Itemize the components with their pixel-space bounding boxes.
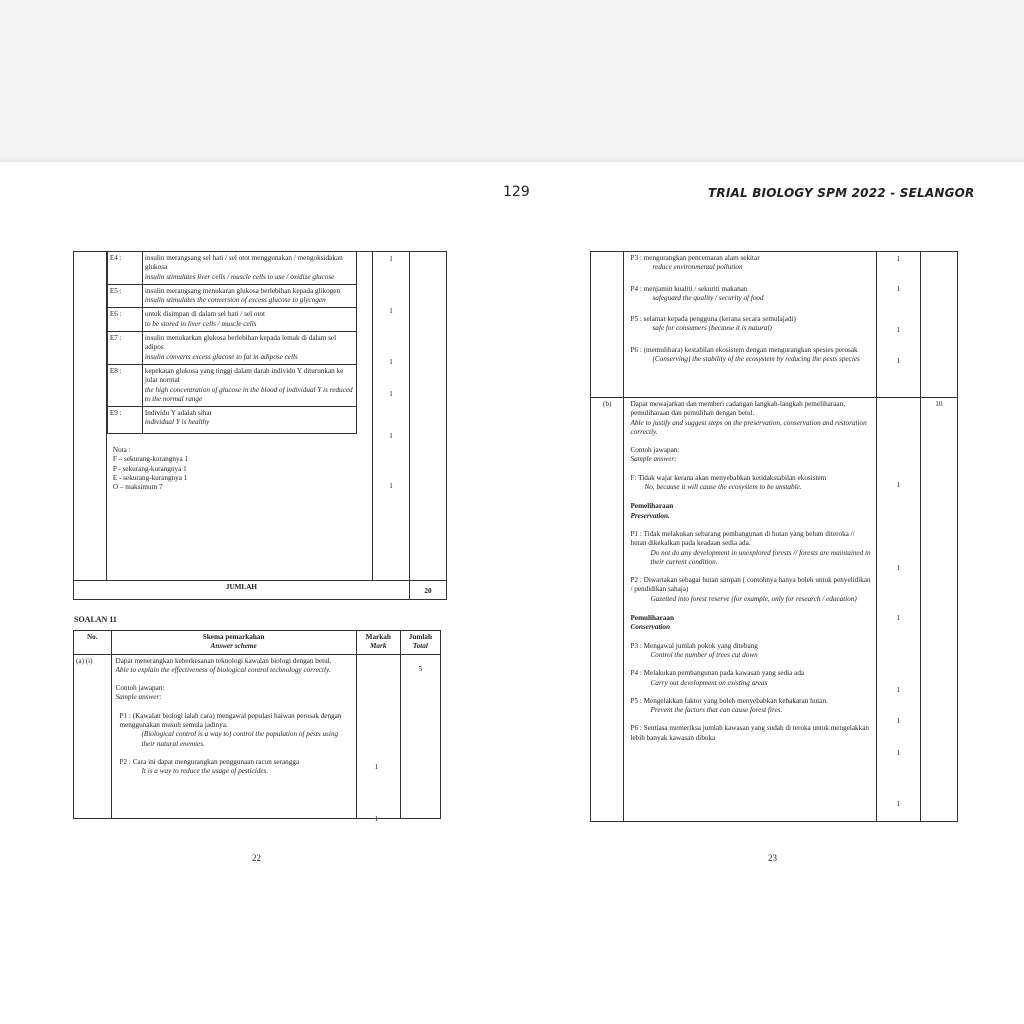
b-answer-cell: Dapat mewajarkan dan memberi cadangan langkah-langkah pemeliharaan, pemuliharaan dan pemulihan dengan betul. Able to justify and suggest steps on the preservation, conservation and restoration correctly. Contoh jawapan: Sample answer: F: Tidak wajar kerana akan menyebabkan ketidakstabilan ekosistem No, because it will cause the ecosystem to be unstable. Pemeliharaan Preservation. P1 : Tidak melakukan sebarang pembangunan di hutan yang belum diteroka // hutan dikekalkan pada keadaan sedia ada. Do not do any development in unexplored forests // forests are maintained in their current condition. P2 : Diwartakan sebagai hutan simpan ( contohnya hanya boleh untuk penyelidikan / pendidikan sahaja) Gazetted into forest reserve (for example, only for research / education) Pemuliharaan Conservation P3 : Mengawal jumlah pokok yang ditebang Control the number of trees cut down P4 : Melakukan pembangunan pada kawasan yang sedia ada Carry out development on existing areas P5 : Mengelakkan faktor yang boleh menyebabkan kebakaran hutan. Prevent the factors that can cause forest fires. P6 : Sentiasa memeriksa jumlah kawasan yang sudah di teroka untuk mengelakkan lebih banyak kawasan dibuka bbox=[624, 398, 876, 822]
question-b-number: (b) bbox=[591, 398, 624, 822]
e-row: E6 : untuk disimpan di dalam sel hati / sel otot to be stored in liver cells / muscle cells bbox=[107, 308, 356, 332]
page-number: 129 bbox=[503, 184, 530, 200]
e-row: E7 : insulin menukarkan glukosa berlebihan kepada lemak di dalam sel adipos insulin converts excess glucose to fat in adipose cells bbox=[107, 332, 356, 365]
e-row: E4 : insulin merangsang sel hati / sel otot menggunakan / mengoksidakan glukosa insulin stimulates liver cells / muscle cells to use / oxidize glucose bbox=[107, 252, 356, 284]
col-total: Jumlah Total bbox=[400, 631, 440, 655]
right-page-footer: 23 bbox=[768, 853, 777, 863]
e-row: E9 : Individu Y adalah sihat individual Y is healthy bbox=[107, 407, 356, 434]
book-title: TRIAL BIOLOGY SPM 2022 - SELANGOR bbox=[708, 186, 975, 200]
jumlah-label: JUMLAH bbox=[74, 581, 410, 600]
col-no: No. bbox=[74, 631, 112, 655]
p-rows-marks: 1 1 1 1 bbox=[876, 252, 920, 398]
b-marks: 1 1 1 1 1 1 1 bbox=[876, 398, 920, 822]
left-page-footer: 22 bbox=[252, 853, 261, 863]
e-row: E5 : insulin merangsang menukaran glukosa berlebihan kepada glikogen insulin stimulates the conversion of excess glucose to glycogen bbox=[107, 284, 356, 308]
mark-cell: 1 1 bbox=[356, 654, 400, 818]
e-rows-table bbox=[107, 252, 357, 434]
soalan-title: SOALAN 11 bbox=[74, 615, 117, 624]
e-row: E8 : kepekatan glukosa yang tinggi dalam darah individu Y diturunkan ke julat normal the high concentration of glucose in the blood of individual Y is reduced to the normal range bbox=[107, 364, 356, 406]
jumlah-value: 20 bbox=[409, 581, 446, 600]
question-number: (a) (i) bbox=[74, 654, 112, 818]
col-scheme: Skema pemarkahan Answer scheme bbox=[111, 631, 356, 655]
right-scheme-table bbox=[590, 251, 958, 822]
question-11-table bbox=[73, 630, 441, 823]
total-cell: 5 bbox=[400, 654, 440, 818]
nota-block: Nota : F – sekurang-kurangnya 1 P - sekurang-kurangnya 1 E - sekurang-kurangnya 1 O – maksimum 7 bbox=[112, 446, 189, 492]
p-rows-cell: P3 : mengurangkan pencemaran alam sekitar reduce environmental pollution P4 : menjamin kualiti / sekuriti makanan safeguard the quality / security of food P5 : selamat kepada pengguna (kerana secara semulajadi) safe for consumers (because it is natural) P6 : (memulihara) kestabilan ekosistem dengan mengurangkan spesies perosak (Conserving) the stability of the ecosystem by reducing the pests species bbox=[624, 252, 876, 398]
left-scheme-table-continued: E4 : insulin merangsang sel hati / sel otot menggunakan / mengoksidakan glukosa insulin stimulates liver cells / muscle cells to use / oxidize glucose E5 : insulin merangsang menukaran glukosa berlebihan kepada glikogen insulin stimulates the conversion of excess glucose to glycogen E6 : untuk disimpan di dalam sel hati / sel otot to be stored in liver cells / muscle cells E7 : insulin menukarkan glukosa berlebihan kepada lemak di dalam sel adipos insulin converts excess glucose to fat in adipose cells E8 : kepekatan glukosa yang tinggi dalam darah individu Y diturunkan ke julat normal the high concentration of glucose in the blood of individual Y is reduced to the normal range E9 : Individu Y adalah sihat individual Y is healthy Nota : F – sekurang-kurangnya 1 P - sekurang-kurangnya 1 E - sekurang-kurangnya 1 O – maksimum 7 1 1 1 1 1 1 JUMLAH 20 bbox=[73, 251, 447, 600]
col-mark: Markah Mark bbox=[356, 631, 400, 655]
answer-scheme-cell: Dapat menerangkan keberkesanan teknologi kawalan biologi dengan betul. Able to explain the effectiveness of biological control technology correctly. Contoh jawapan: Sample answer: P1 : (Kawalan biologi ialah cara) mengawal populasi haiwan perosak dengan menggunakan musuh semula jadinya. (Biological control is a way to) control the population of pests using their natural enemies. P2 : Cara ini dapat mengurangkan penggunaan racun serangga It is a way to reduce the usage of pesticides. bbox=[111, 654, 356, 818]
b-total: 10 bbox=[920, 398, 957, 822]
